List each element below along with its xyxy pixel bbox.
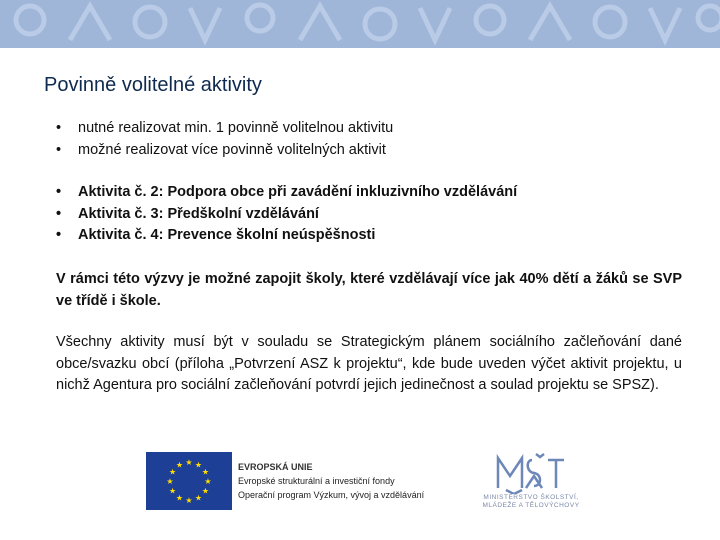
eu-star-icon: ★ — [168, 467, 177, 477]
slide-title: Povinně volitelné aktivity — [44, 74, 262, 96]
eu-star-icon: ★ — [175, 460, 184, 470]
eu-title: EVROPSKÁ UNIE — [238, 462, 313, 472]
eu-star-icon: ★ — [166, 477, 174, 486]
footer-logos — [146, 450, 586, 514]
eu-star-icon: ★ — [204, 477, 212, 486]
strategy-paragraph: Všechny aktivity musí být v souladu se Strategickým plánem sociálního začleňování dané obce/svazku obcí (příloha „Potvrzení ASZ k projektu“, kde bude uveden výčet aktivit projektu, u nichž Agentura pro sociální začleňování potvrdí jejich jedinečnost a soulad projektu se SPSZ). — [56, 334, 682, 393]
activities-list — [56, 182, 517, 247]
eu-flag-icon — [146, 452, 232, 510]
ministry-line2: MLÁDEŽE A TĚLOVÝCHOVY — [482, 502, 580, 509]
header-banner — [0, 0, 720, 48]
eu-star-icon: ★ — [194, 493, 203, 503]
eu-stars-icon — [146, 452, 232, 510]
schools-paragraph: V rámci této výzvy je možné zapojit školy, které vzdělávají více jak 40% dětí a žáků se SVP ve třídě i škole. — [56, 271, 682, 309]
list-item: • možné realizovat více povinně volitelných aktivit — [56, 140, 393, 162]
eu-star-icon: ★ — [201, 486, 210, 496]
eu-line2: Operační program Výzkum, vývoj a vzdělávání — [238, 490, 425, 500]
eu-star-icon: ★ — [201, 467, 210, 477]
eu-line1: Evropské strukturální a investiční fondy — [238, 476, 395, 486]
eu-star-icon: ★ — [185, 458, 193, 467]
ministry-name — [476, 494, 586, 510]
eu-star-icon: ★ — [168, 486, 177, 496]
ministry-line1: MINISTERSTVO ŠKOLSTVÍ, — [483, 494, 579, 501]
msmt-logo — [476, 450, 586, 514]
eu-star-icon: ★ — [185, 496, 193, 505]
msmt-emblem-icon — [476, 450, 586, 494]
eu-star-icon: ★ — [194, 460, 203, 470]
list-item: • Aktivita č. 2: Podpora obce při zavádění inkluzivního vzdělávání — [56, 182, 517, 204]
banner-pattern — [0, 0, 720, 48]
list-item: • Aktivita č. 4: Prevence školní neúspěšnosti — [56, 225, 517, 247]
eu-star-icon: ★ — [175, 493, 184, 503]
list-item: • nutné realizovat min. 1 povinně volitelnou aktivitu — [56, 118, 393, 140]
requirements-list — [56, 118, 393, 161]
list-item: • Aktivita č. 3: Předškolní vzdělávání — [56, 204, 517, 226]
eu-logo-text — [238, 460, 424, 502]
